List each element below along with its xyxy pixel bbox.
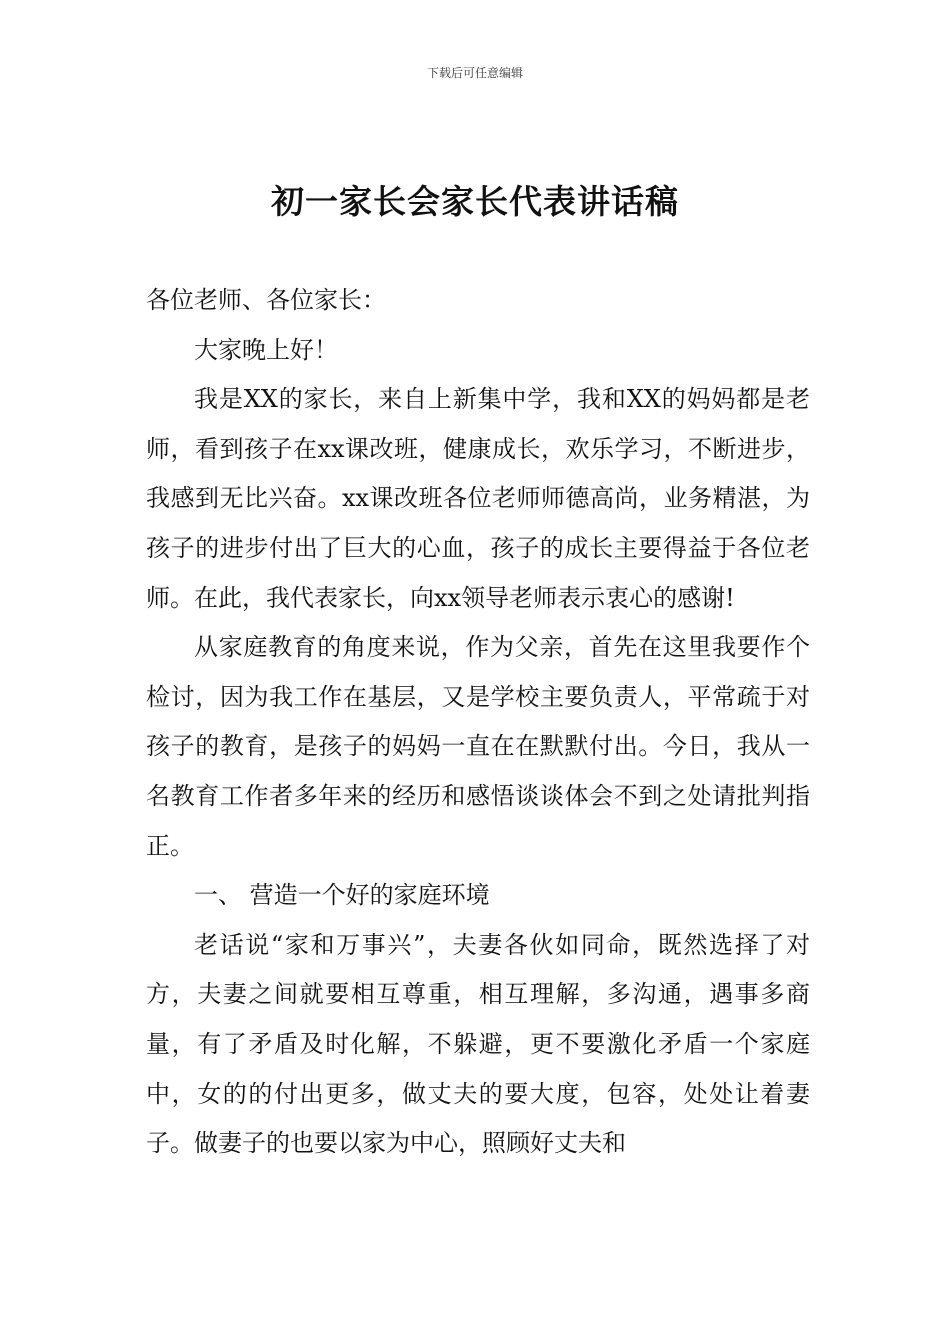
paragraph-family-education: 从家庭教育的角度来说，作为父亲，首先在这里我要作个检讨，因为我工作在基层，又是学校主要负责人，平常疏于对孩子的教育，是孩子的妈妈一直在在默默付出。今日，我从一名教育工作者多年来的经历和感悟谈谈体会不到之处请批判指正。 (146, 633, 810, 860)
document-body (146, 276, 810, 1169)
paragraph-introduction: 我是XX的家长，来自上新集中学，我和XX的妈妈都是老师，看到孩子在xx课改班，健康成长，欢乐学习，不断进步，我感到无比兴奋。xx课改班各位老师师德高尚，业务精湛，为孩子的进步付出了巨大的心血，孩子的成长主要得益于各位老师。在此，我代表家长，向xx领导老师表示衷心的感谢! (146, 385, 810, 612)
document-title: 初一家长会家长代表讲话稿 (271, 182, 679, 221)
paragraph-harmony: 老话说“家和万事兴”，夫妻各伙如同命，既然选择了对方，夫妻之间就要相互尊重，相互理解，多沟通，遇事多商量，有了矛盾及时化解，不躲避，更不要激化矛盾一个家庭中，女的的付出更多，做丈夫的要大度，包容，处处让着妻子。做妻子的也要以家为中心，照顾好丈夫和 (146, 930, 810, 1158)
salutation: 各位老师、各位家长： (146, 286, 386, 314)
section-heading-family-environment: 一、 营造一个好的家庭环境 (194, 881, 490, 910)
paragraph-greeting: 大家晚上好！ (194, 335, 338, 364)
header-note: 下载后可任意编辑 (426, 66, 523, 80)
